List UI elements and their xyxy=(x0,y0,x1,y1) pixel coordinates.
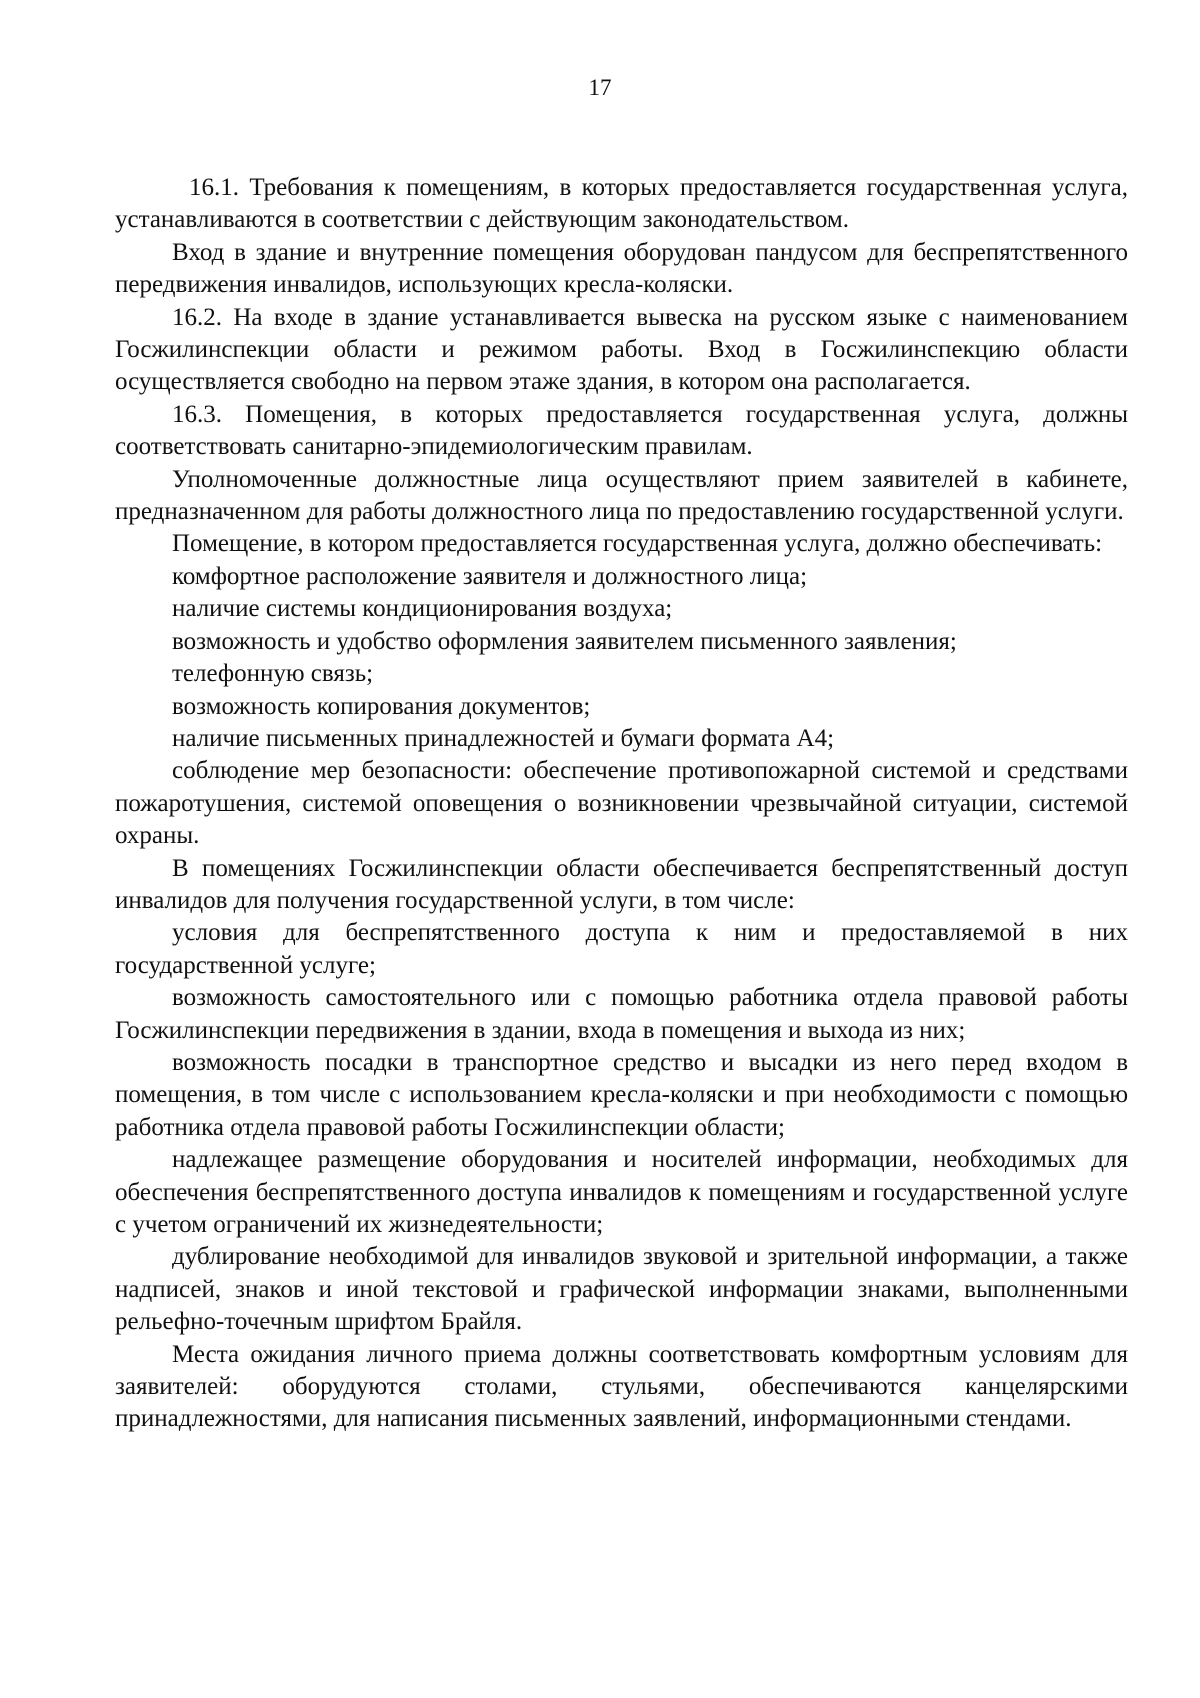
paragraph-entrance-ramp: Вход в здание и внутренние помещения оборудован пандусом для беспрепятственного передвижения инвалидов, использующих кресла-коляски. xyxy=(115,238,1128,299)
list-item: наличие системы кондиционирования воздуха; xyxy=(172,595,673,623)
list-item: наличие письменных принадлежностей и бумаги формата А4; xyxy=(172,724,835,752)
paragraph-16-1: 16.1. Требования к помещениям, в которых предоставляется государственная услуга, устанавливаются в соответствии с действующим законодательством. xyxy=(115,174,1128,234)
paragraph-waiting-area: Места ожидания личного приема должны соответствовать комфортным условиям для заявителей: оборудуются столами, стульями, обеспечиваются канцелярскими принадлежностями, для написания письменных заявлений, информационными стендами. xyxy=(115,1340,1128,1433)
list-item: возможность посадки в транспортное средство и высадки из него перед входом в помещения, в том числе с использованием кресла-коляски и при необходимости с помощью работника отдела правовой работы Госжилинспекции области; xyxy=(115,1048,1128,1141)
list-item: дублирование необходимой для инвалидов звуковой и зрительной информации, а также надписей, знаков и иной текстовой и графической информации знаками, выполненными рельефно-точечным шрифтом Брайля. xyxy=(115,1243,1128,1336)
list-item: возможность самостоятельного или с помощью работника отдела правовой работы Госжилинспекции передвижения в здании, входа в помещения и выхода из них; xyxy=(115,984,1128,1044)
paragraph-16-3: 16.3. Помещения, в которых предоставляется государственная услуга, должны соответствовать санитарно-эпидемиологическим правилам. xyxy=(115,400,1128,461)
list-item: комфортное расположение заявителя и должностного лица; xyxy=(172,562,808,590)
list-item: телефонную связь; xyxy=(172,660,374,688)
list-item: надлежащее размещение оборудования и носителей информации, необходимых для обеспечения беспрепятственного доступа инвалидов к помещениям и государственной услуге с учетом ограничений их жизнедеятельности; xyxy=(115,1146,1128,1238)
list-item: соблюдение мер безопасности: обеспечение противопожарной системой и средствами пожаротушения, системой оповещения о возникновении чрезвычайной ситуации, системой охраны. xyxy=(115,757,1128,850)
page-number: 17 xyxy=(588,75,612,100)
list-item: возможность копирования документов; xyxy=(172,692,591,720)
paragraph-reception: Уполномоченные должностные лица осуществляют прием заявителей в кабинете, предназначенном для работы должностного лица по предоставлению государственной услуги. xyxy=(115,465,1128,526)
list-item: возможность и удобство оформления заявителем письменного заявления; xyxy=(172,627,957,655)
list-item: условия для беспрепятственного доступа к ним и предоставляемой в них государственной услуге; xyxy=(115,919,1128,979)
paragraph-16-2: 16.2. На входе в здание устанавливается вывеска на русском языке с наименованием Госжилинспекции области и режимом работы. Вход в Госжилинспекцию области осуществляется свободно на первом этаже здания, в котором она располагается. xyxy=(115,303,1128,396)
document-body xyxy=(115,172,1128,1436)
paragraph-accessibility: В помещениях Госжилинспекции области обеспечивается беспрепятственный доступ инвалидов для получения государственной услуги, в том числе: xyxy=(115,854,1128,914)
paragraph-room-requirements: Помещение, в котором предоставляется государственная услуга, должно обеспечивать: xyxy=(172,530,1103,558)
